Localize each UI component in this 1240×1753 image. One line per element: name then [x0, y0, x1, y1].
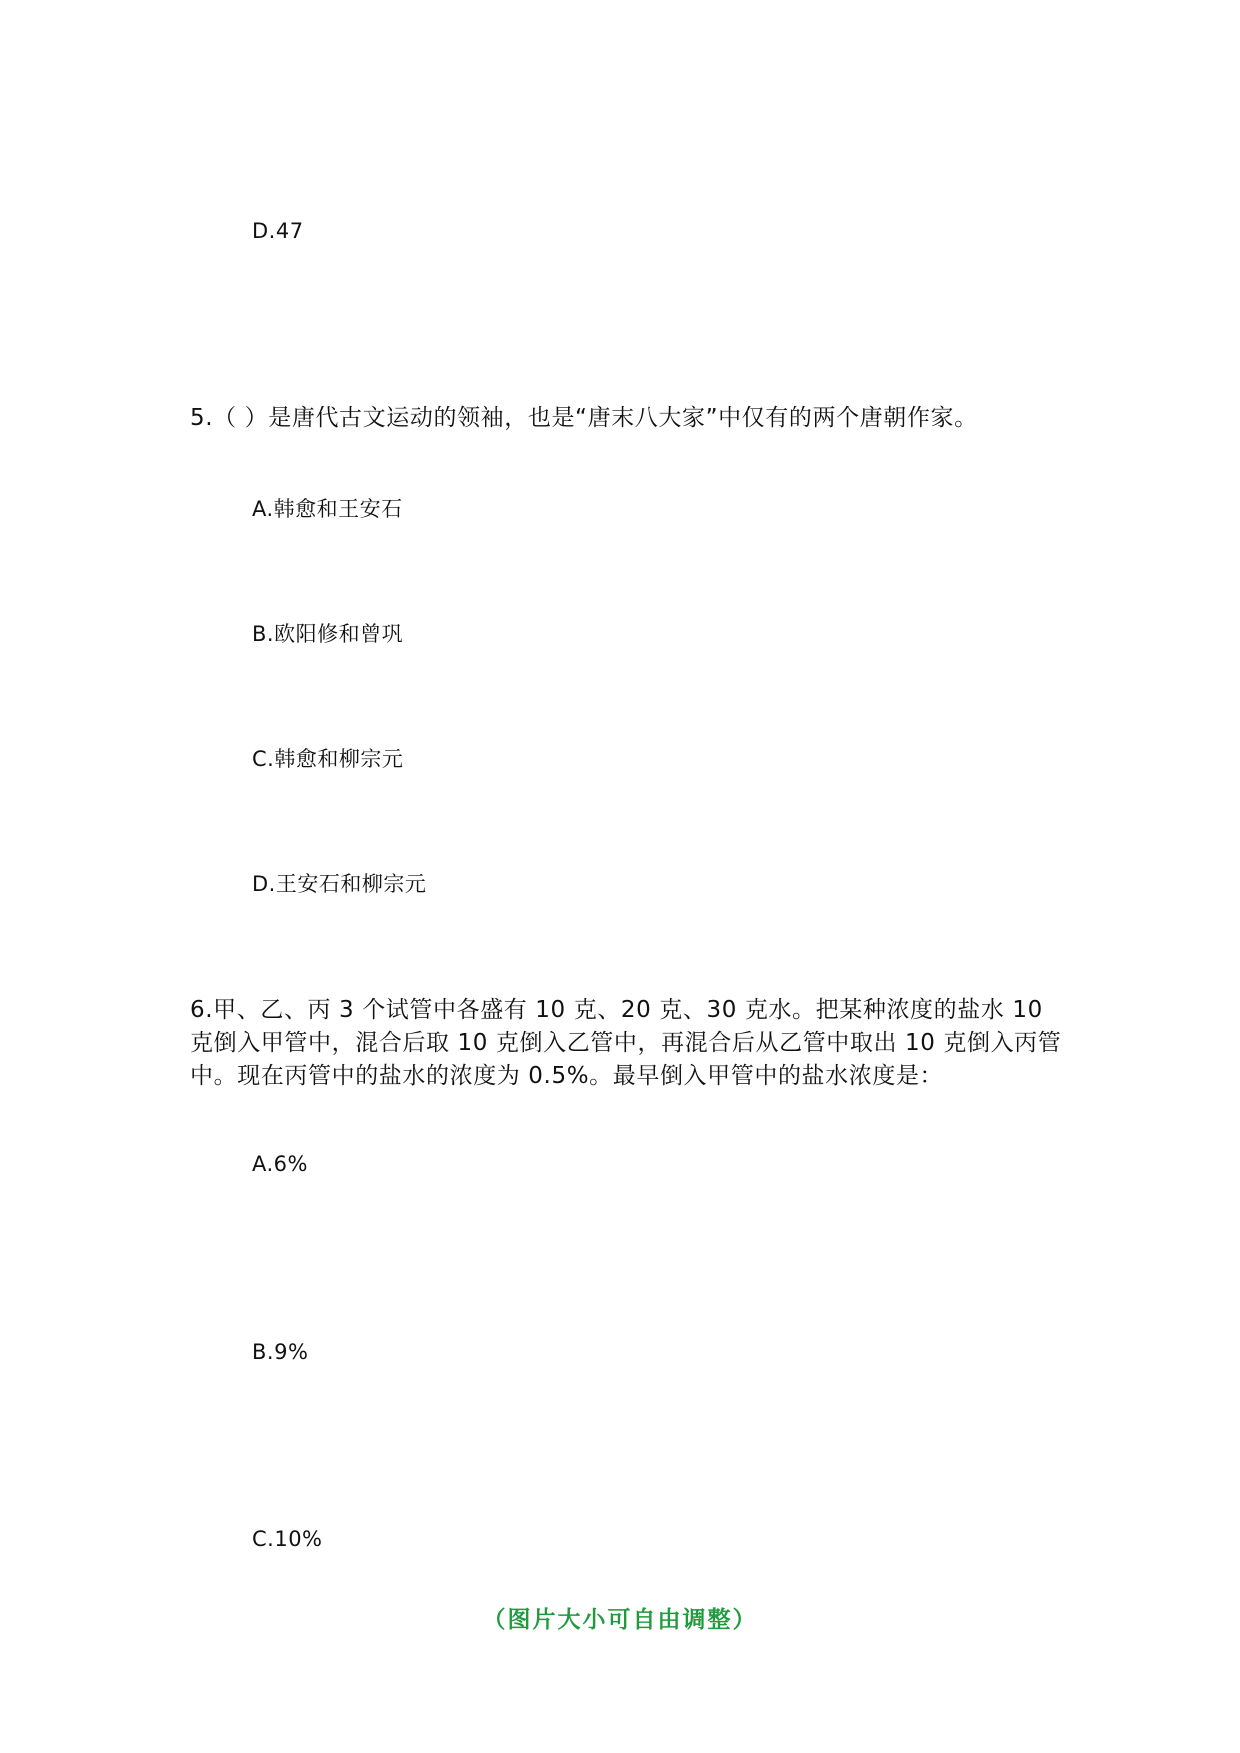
question-6-option-c: C.10% — [252, 1527, 323, 1551]
question-5-option-a: A.韩愈和王安石 — [252, 497, 403, 521]
question-5-option-d: D.王安石和柳宗元 — [252, 872, 427, 896]
question-6-stem: 6.甲、乙、丙 3 个试管中各盛有 10 克、20 克、30 克水。把某种浓度的盐水 10 克倒入甲管中，混合后取 10 克倒入乙管中，再混合后从乙管中取出 10 克倒入丙管中。现在丙管中的盐水的浓度为 0.5%。最早倒入甲管中的盐水浓度是： — [190, 997, 1062, 1089]
question-5-option-b: B.欧阳修和曾巩 — [252, 622, 404, 646]
prev-question-option-d: D.47 — [252, 219, 304, 243]
question-5-option-c: C.韩愈和柳宗元 — [252, 747, 404, 771]
question-5-stem: 5.（ ）是唐代古文运动的领袖，也是“唐末八大家”中仅有的两个唐朝作家。 — [190, 405, 978, 431]
question-6-option-a: A.6% — [252, 1152, 308, 1176]
question-6-option-b: B.9% — [252, 1340, 309, 1364]
image-resize-note: （图片大小可自由调整） — [482, 1607, 758, 1633]
